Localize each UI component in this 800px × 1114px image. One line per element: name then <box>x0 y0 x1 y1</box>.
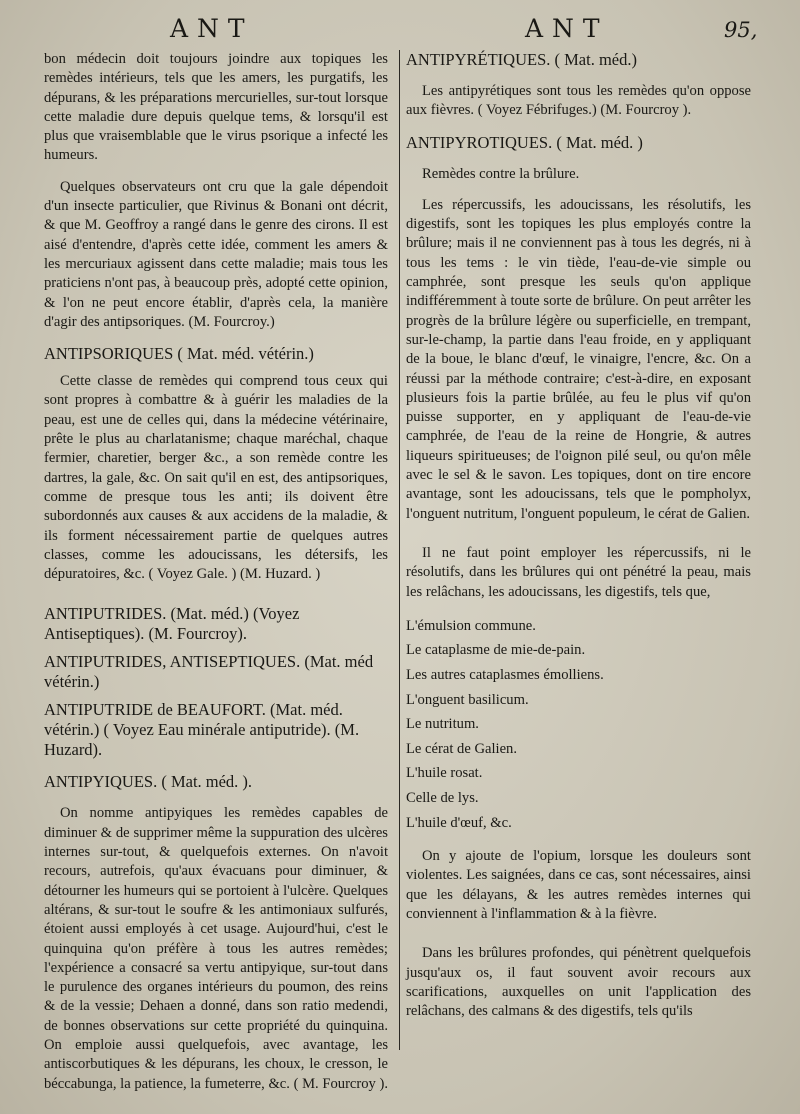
running-head-right: ANT <box>525 14 609 43</box>
entry-heading: ANTIPUTRIDES, ANTISEPTIQUES. (Mat. méd vétérin.) <box>44 652 374 692</box>
entry-heading: ANTIPYIQUES. ( Mat. méd. ). <box>44 772 253 792</box>
paragraph: Dans les brûlures profondes, qui pénètrent quelquefois jusqu'aux os, il faut souvent avoir recours aux scarifications, auxquelles on unit l'application des relâchans, des calmans & des digestifs, tels qu'ils <box>406 945 751 1020</box>
list-item: L'huile rosat. <box>406 765 483 782</box>
paragraph: Les antipyrétiques sont tous les remèdes qu'on oppose aux fièvres. ( Voyez Fébrifuges.) (M. Fourcroy ). <box>406 83 751 119</box>
paragraph: On y ajoute de l'opium, lorsque les douleurs sont violentes. Les saignées, dans ce cas, sont nécessaires, ainsi que les délayans, & les autres remèdes internes qui conviennent à l'inflammation & à la fièvre. <box>406 848 751 923</box>
entry-heading: ANTIPUTRIDES. (Mat. méd.) (Voyez Antiseptiques). (M. Fourcroy). <box>44 604 300 644</box>
paragraph: Quelques observateurs ont cru que la gale dépendoit d'un insecte particulier, que Rivinus & Bonani ont décrit, & que M. Geoffroy a rangé dans le genre des cirons. Il est aisé d'entendre, d'après cette idée, comment les amers & les mercuriaux agissent dans cette maladie; mais tous les praticiens n'ont pas, à beaucoup près, adopté cette opinion, & l'on ne peut encore établir, d'après cela, la manière d'agir des antipsoriques. (M. Fourcroy.) <box>44 178 388 330</box>
list-item: Le nutritum. <box>406 716 479 733</box>
paragraph: Les répercussifs, les adoucissans, les résolutifs, les digestifs, sont les topiques les plus employés contre la brûlure; mais il ne conviennent pas à tous les degrés, ni à tous les tems : le vin tiède, l'eau-de-vie simple ou camphrée, sont presque les seuls qu'on applique indifféremment à toute sorte de brûlure. On peut arrêter les progrès de la brûlure légère ou superficielle, en trempant, sur-le-champ, la partie dans l'eau froide, en y appliquant de la boue, le blanc d'œuf, le vinaigre, l'encre, &c. On a réussi par la méthode contraire; c'est-à-dire, en exposant plusieurs fois la partie brûlée, au feu le plus vif qu'on puisse supporter, en y appliquant de l'eau-de-vie camphrée, de l'eau de la reine de Hongrie, & autres liqueurs spiritueuses; de l'oignon pilé seul, ou qu'on mêle avec le sel & le savon. Les topiques, dont on tire encore avantage, sont les adoucissans, tels que le pompholyx, l'onguent nutritum, l'onguent populeum, le cérat de Galien. <box>406 196 751 522</box>
entry-heading: ANTIPUTRIDE de BEAUFORT. (Mat. méd. vétérin.) ( Voyez Eau minérale antiputride). (M. Huzard). <box>44 700 360 760</box>
left-column <box>44 50 388 1094</box>
paragraph: Remèdes contre la brûlure. <box>422 165 580 182</box>
running-header <box>0 14 800 50</box>
list-item: Les autres cataplasmes émolliens. <box>406 667 604 684</box>
list-item: Le cataplasme de mie-de-pain. <box>406 642 586 659</box>
right-column <box>406 50 751 1022</box>
list-item: L'huile d'œuf, &c. <box>406 814 512 831</box>
paragraph: Il ne faut point employer les répercussifs, ni le résolutifs, dans les brûlures qui ont pénétré la peau, mais les relâchans, les adoucissans, les digestifs, tels que, <box>406 544 751 600</box>
paragraph: bon médecin doit toujours joindre aux topiques les remèdes intérieurs, tels que les amers, les purgatifs, les dépurans, & les préparations mercurielles, sur-tout lorsque cette maladie dure depuis quelque tems, & lorsqu'il est plus que vraisemblable que le virus psorique a infecté les humeurs. <box>44 51 388 164</box>
list-item: Celle de lys. <box>406 789 479 806</box>
list-item: L'onguent basilicum. <box>406 691 529 708</box>
page-number: 95, <box>724 18 758 42</box>
column-divider <box>399 50 400 1050</box>
list-item: L'émulsion commune. <box>406 617 536 634</box>
paragraph: On nomme antipyiques les remèdes capables de diminuer & de supprimer même la suppuration des ulcères internes sur-tout, & quelquefois externes. On n'avoit recours, autrefois, qu'aux évacuans pour diminuer, & détourner les humeurs qui se portoient à l'ulcère. Quelques altérans, & sur-tout le soufre & les antimoniaux sulfurés, étoient aussi employés à cet usage. Aujourd'hui, c'est le quinquina qu'on préfère à tous les autres remèdes; l'expérience a consacré sa vertu antipyique, sur-tout dans le purulence des organes intérieurs du poumon, des reins & de la vessie; Dehaen a donné, dans son ratio medendi, de bonnes observations sur cette propriété du quinquina. On emploie aussi quelquefois, avec avantage, les antiscorbutiques & les dépurans, les choux, le cresson, le béccabunga, la patience, la fumeterre, &c. ( M. Fourcroy ). <box>44 805 389 1092</box>
paragraph: Cette classe de remèdes qui comprend tous ceux qui sont propres à combattre & à guérir les maladies de la peau, est une de celles qui, dans la médecine vétérinaire, prête le plus au charlatanisme; chaque maréchal, chaque fermier, charetier, berger &c., a son remède contre les dartres, la gale, &c. On sait qu'il en est, des antipsoriques, comme de presque tous les anti; ils doivent être subordonnés aux causes & aux accidens de la maladie, & ils forment nécessairement partie de quelques autres classes, comme les adoucissans, les détersifs, les dépuratoires, &c. ( Voyez Gale. ) (M. Huzard. ) <box>44 373 388 583</box>
entry-heading: ANTIPYROTIQUES. ( Mat. méd. ) <box>406 132 643 152</box>
list-item: Le cérat de Galien. <box>406 740 518 757</box>
entry-heading: ANTIPSORIQUES ( Mat. méd. vétérin.) <box>44 344 314 364</box>
entry-heading: ANTIPYRÉTIQUES. ( Mat. méd.) <box>406 50 637 69</box>
remedy-list <box>406 614 751 835</box>
running-head-left: ANT <box>170 14 254 43</box>
